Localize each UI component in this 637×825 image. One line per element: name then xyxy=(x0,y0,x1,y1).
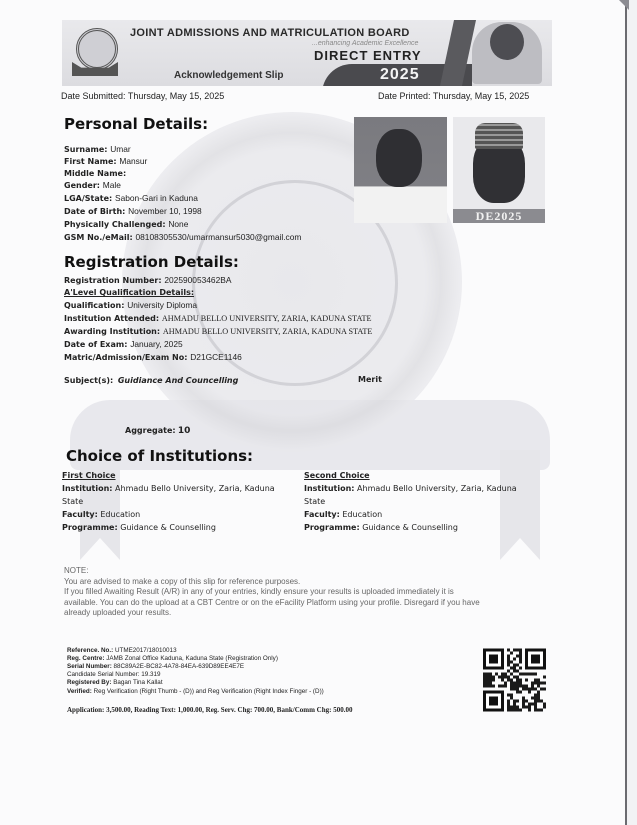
qr-module xyxy=(522,685,525,688)
qr-module xyxy=(522,706,525,709)
candidate-capture-photo xyxy=(453,117,545,223)
qr-module xyxy=(492,676,495,679)
qr-module xyxy=(516,688,519,691)
first-choice xyxy=(62,469,298,534)
qr-module xyxy=(534,694,537,697)
qr-module xyxy=(498,676,501,679)
qr-module xyxy=(507,709,510,712)
qr-module xyxy=(504,685,507,688)
qr-module xyxy=(501,679,504,682)
field-value: D21GCE1146 xyxy=(190,352,242,362)
qr-module xyxy=(528,688,531,691)
qr-module xyxy=(507,658,510,661)
qr-finder xyxy=(489,697,498,706)
qr-module xyxy=(513,700,516,703)
field-label: Gender xyxy=(64,181,97,190)
qr-module xyxy=(513,688,516,691)
choice-programme: Guidance & Counselling xyxy=(120,523,216,532)
field-first-name: First Name: Mansur xyxy=(64,156,148,166)
field-label: LGA/State xyxy=(64,194,110,203)
qr-module xyxy=(534,673,537,676)
qr-module xyxy=(516,682,519,685)
qr-module xyxy=(516,685,519,688)
field-label: Middle Name xyxy=(64,169,123,178)
footer-reference xyxy=(67,647,177,654)
qr-module xyxy=(513,670,516,673)
qr-module xyxy=(510,706,513,709)
qr-module xyxy=(495,673,498,676)
date-printed: Date Printed: Thursday, May 15, 2025 xyxy=(378,91,530,101)
qr-module xyxy=(534,697,537,700)
footer-label: Reg. Centre: xyxy=(67,655,105,662)
qr-module xyxy=(519,682,522,685)
qr-module xyxy=(519,661,522,664)
qr-module xyxy=(519,655,522,658)
field-value: 08108305530/umarmansur5030@gmail.com xyxy=(135,232,302,242)
qr-module xyxy=(507,694,510,697)
qr-module xyxy=(513,676,516,679)
qr-module xyxy=(513,703,516,706)
qr-module xyxy=(543,706,546,709)
qr-module xyxy=(492,685,495,688)
aggregate-label: Aggregate: xyxy=(125,426,176,435)
qr-module xyxy=(489,679,492,682)
qr-module xyxy=(543,682,546,685)
banner-year: 2025 xyxy=(380,66,420,83)
qr-module xyxy=(513,682,516,685)
footer-verified xyxy=(67,688,324,695)
qr-module xyxy=(525,685,528,688)
note-block xyxy=(64,566,484,619)
qr-module xyxy=(519,685,522,688)
field-label: First Name xyxy=(64,157,114,166)
qr-module xyxy=(531,682,534,685)
page-corner xyxy=(619,0,629,10)
qr-module xyxy=(540,682,543,685)
qr-module xyxy=(489,685,492,688)
footer-label: Serial Number: xyxy=(67,663,112,670)
field-value: AHMADU BELLO UNIVERSITY, ZARIA, KADUNA STATE xyxy=(162,327,373,336)
choice-label: Programme: xyxy=(304,523,360,532)
qr-module xyxy=(516,664,519,667)
aggregate-value: 10 xyxy=(177,426,191,436)
qr-module xyxy=(483,673,486,676)
choice-label: Institution: xyxy=(304,484,355,493)
qr-module xyxy=(513,649,516,652)
entry-type: DIRECT ENTRY xyxy=(314,48,422,63)
subject-grade: Merit xyxy=(358,375,382,384)
qr-module xyxy=(507,661,510,664)
qr-module xyxy=(486,682,489,685)
qr-module xyxy=(519,667,522,670)
qr-module xyxy=(522,688,525,691)
qr-module xyxy=(501,673,504,676)
qr-module xyxy=(528,691,531,694)
footer-serial-number xyxy=(67,663,244,670)
qr-module xyxy=(543,688,546,691)
qr-module xyxy=(531,685,534,688)
qr-module xyxy=(537,694,540,697)
field-awarding-institution: Awarding Institution: AHMADU BELLO UNIVERSITY, ZARIA, KADUNA STATE xyxy=(64,327,373,336)
qr-module xyxy=(525,700,528,703)
note-title: NOTE: xyxy=(64,566,89,575)
qr-module xyxy=(510,661,513,664)
choice-label: Faculty: xyxy=(62,510,98,519)
qr-module xyxy=(519,709,522,712)
qr-module xyxy=(507,664,510,667)
choice-label: Faculty: xyxy=(304,510,340,519)
qr-module xyxy=(519,679,522,682)
field-label: Date of Exam xyxy=(64,340,125,349)
qr-module xyxy=(537,697,540,700)
personal-details-heading: Personal Details: xyxy=(64,115,209,133)
qr-module xyxy=(507,703,510,706)
note-line-2: If you filled Awaiting Result (A/R) in any of your entries, kindly ensure your results is uploaded immediately it is available. You can do the upload at a CBT Centre or on the eFacility Platform using your profile. Disregard if you have already uploaded your results. xyxy=(64,587,480,617)
qr-module xyxy=(528,706,531,709)
qr-module xyxy=(486,673,489,676)
field-label: Physically Challenged xyxy=(64,220,163,229)
field-label: Registration Number xyxy=(64,276,159,285)
qr-module xyxy=(513,685,516,688)
footer-value: Bagan Tina Kallat xyxy=(113,679,163,686)
footer-value: JAMB Zonal Office Kaduna, Kaduna State (Registration Only) xyxy=(106,655,278,662)
field-value: Mansur xyxy=(119,156,148,166)
field-value: University Diploma xyxy=(127,300,198,310)
qr-module xyxy=(516,649,519,652)
qr-module xyxy=(531,703,534,706)
qr-module xyxy=(516,700,519,703)
field-value: AHMADU BELLO UNIVERSITY, ZARIA, KADUNA STATE xyxy=(161,314,372,323)
qr-module xyxy=(513,664,516,667)
subject-name: Guidiance And Councelling xyxy=(117,376,239,385)
qr-module xyxy=(510,679,513,682)
field-matric-no: Matric/Admission/Exam No: D21GCE1146 xyxy=(64,352,242,362)
qr-module xyxy=(528,673,531,676)
qr-module xyxy=(489,682,492,685)
org-name: JOINT ADMISSIONS AND MATRICULATION BOARD xyxy=(130,27,410,39)
qr-module xyxy=(501,676,504,679)
qr-module xyxy=(507,706,510,709)
qr-module xyxy=(516,676,519,679)
choice-faculty: Education xyxy=(342,510,383,519)
field-value: Male xyxy=(102,180,121,190)
choice-faculty: Education xyxy=(100,510,141,519)
qr-module xyxy=(525,688,528,691)
qr-module xyxy=(531,697,534,700)
qr-module xyxy=(516,706,519,709)
subjects-label: Subject(s): xyxy=(64,376,114,385)
field-label: Matric/Admission/Exam No xyxy=(64,353,185,362)
qr-module xyxy=(522,703,525,706)
qr-module xyxy=(513,658,516,661)
qr-module xyxy=(510,667,513,670)
header-banner xyxy=(62,20,552,86)
qr-module xyxy=(519,649,522,652)
qr-module xyxy=(483,682,486,685)
qr-module xyxy=(510,709,513,712)
qr-module xyxy=(489,673,492,676)
footer-candidate-serial: Candidate Serial Number: 19.319 xyxy=(67,671,161,678)
scan-edge xyxy=(625,0,637,825)
qr-module xyxy=(510,697,513,700)
qr-module xyxy=(537,685,540,688)
qr-module xyxy=(525,679,528,682)
photo-stamp: DE2025 xyxy=(453,209,545,223)
second-choice xyxy=(304,469,540,534)
qr-module xyxy=(486,685,489,688)
field-value: 202590053462BA xyxy=(164,275,232,285)
footer-value: UTME2017/18010013 xyxy=(114,647,177,654)
qr-module xyxy=(531,673,534,676)
field-surname: Surname: Umar xyxy=(64,144,131,154)
field-physically-challenged: Physically Challenged: None xyxy=(64,219,189,229)
qr-module xyxy=(531,688,534,691)
banner-student-head xyxy=(490,24,524,60)
photo-cap xyxy=(475,123,523,149)
qr-finder xyxy=(531,655,540,664)
field-label: Awarding Institution xyxy=(64,327,157,336)
field-dob: Date of Birth: November 10, 1998 xyxy=(64,206,202,216)
aggregate-row xyxy=(125,425,190,436)
qr-module xyxy=(534,688,537,691)
qr-module xyxy=(519,652,522,655)
qr-module xyxy=(534,703,537,706)
qr-module xyxy=(492,679,495,682)
qr-module xyxy=(513,667,516,670)
qr-module xyxy=(537,682,540,685)
field-exam-date: Date of Exam: January, 2025 xyxy=(64,339,183,349)
qr-module xyxy=(489,676,492,679)
qr-module xyxy=(543,676,546,679)
qr-module xyxy=(540,700,543,703)
field-registration-number: Registration Number: 202590053462BA xyxy=(64,275,232,285)
qr-module xyxy=(510,673,513,676)
qr-module xyxy=(522,673,525,676)
qr-module xyxy=(516,709,519,712)
tagline: ...enhancing Academic Excellence xyxy=(312,40,419,47)
qr-module xyxy=(525,706,528,709)
qr-module xyxy=(483,679,486,682)
jamb-logo-icon xyxy=(76,28,118,70)
choice-title: Second Choice xyxy=(304,471,370,480)
field-label: Institution Attended xyxy=(64,314,156,323)
field-value: January, 2025 xyxy=(130,339,183,349)
subjects-row xyxy=(64,375,238,385)
qr-module xyxy=(540,709,543,712)
qr-module xyxy=(516,679,519,682)
qr-module xyxy=(534,709,537,712)
qr-module xyxy=(528,709,531,712)
field-gsm-email: GSM No./eMail: 08108305530/umarmansur5030@gmail.com xyxy=(64,232,302,242)
qr-module xyxy=(528,703,531,706)
field-value: Umar xyxy=(110,144,131,154)
qr-module xyxy=(522,697,525,700)
field-value: None xyxy=(168,219,189,229)
slip-title: Acknowledgement Slip xyxy=(174,70,284,81)
qr-module xyxy=(534,679,537,682)
qr-module xyxy=(543,703,546,706)
field-label: Date of Birth xyxy=(64,207,123,216)
field-lga-state: LGA/State: Sabon-Gari in Kaduna xyxy=(64,193,198,203)
date-submitted: Date Submitted: Thursday, May 15, 2025 xyxy=(61,91,225,101)
qr-code-icon xyxy=(483,646,546,714)
field-qualification: Qualification: University Diploma xyxy=(64,300,198,310)
qr-module xyxy=(522,700,525,703)
alevel-heading xyxy=(64,287,194,297)
qr-module xyxy=(501,685,504,688)
field-institution-attended: Institution Attended: AHMADU BELLO UNIVERSITY, ZARIA, KADUNA STATE xyxy=(64,314,372,323)
choice-programme: Guidance & Counselling xyxy=(362,523,458,532)
qr-module xyxy=(507,670,510,673)
qr-module xyxy=(519,691,522,694)
qr-module xyxy=(507,655,510,658)
qr-module xyxy=(483,685,486,688)
choice-label: Programme: xyxy=(62,523,118,532)
qr-module xyxy=(510,682,513,685)
choice-label: Institution: xyxy=(62,484,113,493)
candidate-passport-photo xyxy=(354,117,447,223)
field-value: Sabon-Gari in Kaduna xyxy=(115,193,198,203)
choice-institution: Ahmadu Bello University, Zaria, Kaduna State xyxy=(62,484,275,506)
qr-module xyxy=(519,658,522,661)
qr-module xyxy=(537,691,540,694)
qr-module xyxy=(516,691,519,694)
note-line-1: You are advised to make a copy of this slip for reference purposes. xyxy=(64,576,301,586)
qr-module xyxy=(507,700,510,703)
qr-module xyxy=(537,709,540,712)
qr-module xyxy=(513,709,516,712)
footer-value: 88C89A2E-BC82-4A78-84EA-639D89EE4E7E xyxy=(113,663,245,670)
qr-module xyxy=(519,673,522,676)
footer-fees: Application: 3,500.00, Reading Text: 1,000.00, Reg. Serv. Chg: 700.00, Bank/Comm Chg: 500.00 xyxy=(67,706,353,714)
qr-module xyxy=(507,679,510,682)
field-label: Qualification xyxy=(64,301,122,310)
qr-module xyxy=(516,655,519,658)
choice-institution: Ahmadu Bello University, Zaria, Kaduna State xyxy=(304,484,517,506)
qr-module xyxy=(510,685,513,688)
qr-module xyxy=(507,649,510,652)
footer-reg-centre xyxy=(67,655,278,662)
photo-head xyxy=(376,129,422,187)
field-middle-name: Middle Name: xyxy=(64,169,127,178)
footer-value: Reg Verification (Right Thumb - (D)) and Reg Verification (Right Index Finger - (D)) xyxy=(93,688,324,695)
qr-module xyxy=(513,706,516,709)
qr-module xyxy=(540,688,543,691)
qr-module xyxy=(516,670,519,673)
qr-module xyxy=(525,673,528,676)
footer-label: Reference. No.: xyxy=(67,647,114,654)
qr-module xyxy=(483,676,486,679)
alevel-heading-text: A'Level Qualification Details: xyxy=(64,288,195,297)
footer-registered-by xyxy=(67,679,163,686)
qr-finder xyxy=(489,655,498,664)
qr-module xyxy=(504,676,507,679)
qr-module xyxy=(486,676,489,679)
field-label: GSM No./eMail xyxy=(64,233,130,242)
qr-module xyxy=(537,679,540,682)
qr-module xyxy=(534,706,537,709)
qr-module xyxy=(510,652,513,655)
qr-module xyxy=(510,694,513,697)
field-value: November 10, 1998 xyxy=(128,206,202,216)
qr-module xyxy=(486,679,489,682)
footer-label: Verified: xyxy=(67,688,92,695)
qr-module xyxy=(510,688,513,691)
registration-details-heading: Registration Details: xyxy=(64,253,239,271)
qr-module xyxy=(537,700,540,703)
qr-module xyxy=(504,673,507,676)
qr-module xyxy=(534,682,537,685)
choice-of-institutions-heading: Choice of Institutions: xyxy=(66,447,254,465)
qr-module xyxy=(507,676,510,679)
qr-module xyxy=(498,685,501,688)
field-gender: Gender: Male xyxy=(64,180,121,190)
field-label: Surname xyxy=(64,145,105,154)
qr-module xyxy=(504,682,507,685)
footer-label: Registered By: xyxy=(67,679,112,686)
choice-title: First Choice xyxy=(62,471,116,480)
qr-module xyxy=(534,700,537,703)
